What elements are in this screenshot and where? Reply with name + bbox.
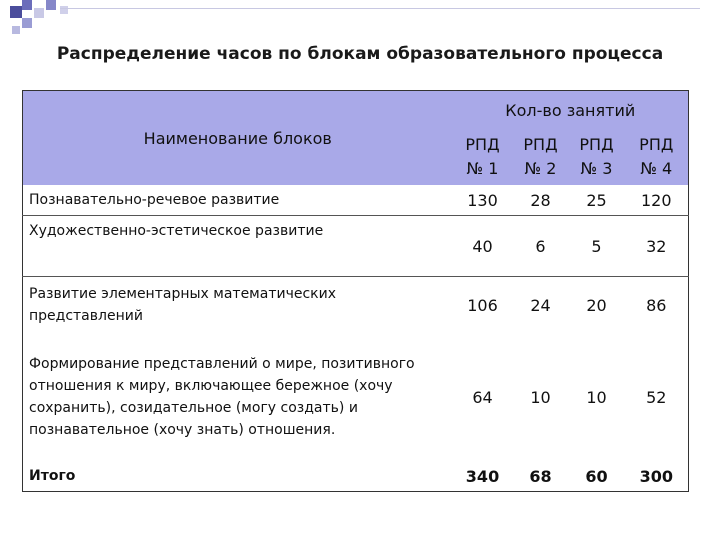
table-row-total <box>23 461 689 492</box>
lessons-count-header: Кол-во занятий <box>453 91 689 130</box>
total-value: 300 <box>639 466 673 486</box>
value-cell: 40 <box>453 216 513 277</box>
block-name: Познавательно-речевое развитие <box>23 185 453 216</box>
block-name: Художественно-эстетическое развитие <box>23 216 453 277</box>
table-row <box>23 185 689 216</box>
page-title: Распределение часов по блокам образовательного процесса <box>56 44 664 64</box>
value-cell: 10 <box>586 387 607 407</box>
value-cell: 24 <box>530 295 551 315</box>
table-row <box>23 333 689 461</box>
value-cell: 10 <box>530 387 551 407</box>
decorative-squares <box>0 0 720 40</box>
value-cell: 120 <box>625 185 689 216</box>
blocks-name-header: Наименование блоков <box>23 91 453 186</box>
block-name: Развитие элементарных математических представлений <box>23 277 453 334</box>
block-name: Формирование представлений о мире, позитивного отношения к миру, включающее бережное (хочу сохранить), созидательное (могу создать) и познавательное (хочу знать) отношения. <box>23 333 453 461</box>
total-value: 68 <box>529 466 552 486</box>
value-cell: 64 <box>472 387 493 407</box>
value-cell: 28 <box>513 185 569 216</box>
deco-square <box>22 0 32 10</box>
rpd-header: РПД № 4 <box>625 129 689 185</box>
rpd-header: РПД № 3 <box>569 129 625 185</box>
deco-square <box>12 26 20 34</box>
value-cell: 130 <box>453 185 513 216</box>
value-cell: 20 <box>586 295 607 315</box>
total-label: Итого <box>23 461 453 492</box>
hours-table <box>22 90 689 492</box>
rpd-header: РПД № 2 <box>513 129 569 185</box>
deco-square <box>34 8 44 18</box>
value-cell: 52 <box>646 387 667 407</box>
rpd-header: РПД № 1 <box>453 129 513 185</box>
value-cell: 32 <box>625 216 689 277</box>
table-row <box>23 216 689 277</box>
value-cell: 6 <box>513 216 569 277</box>
value-cell: 25 <box>569 185 625 216</box>
deco-line <box>60 8 700 9</box>
value-cell: 5 <box>569 216 625 277</box>
value-cell: 86 <box>646 295 667 315</box>
value-cell: 106 <box>467 295 498 315</box>
table-row <box>23 277 689 334</box>
total-value: 340 <box>465 466 500 486</box>
total-value: 60 <box>585 466 608 486</box>
deco-square <box>10 6 22 18</box>
deco-square <box>46 0 56 10</box>
deco-square <box>22 18 32 28</box>
